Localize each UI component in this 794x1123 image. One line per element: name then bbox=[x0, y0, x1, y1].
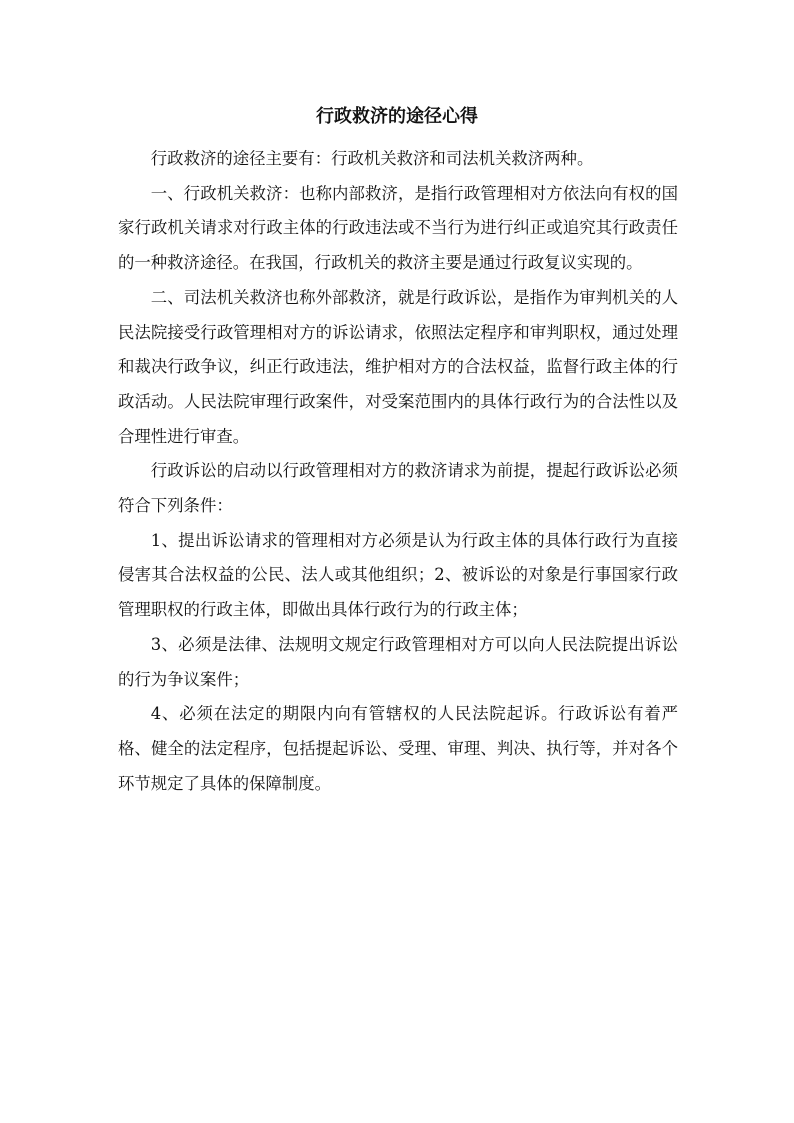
document-title: 行政救济的途径心得 bbox=[316, 106, 478, 127]
paragraph-administrative-remedy: 一、行政机关救济：也称内部救济，是指行政管理相对方依法向有权的国家行政机关请求对行政主体的行政违法或不当行为进行纠正或追究其行政责任的一种救济途径。在我国，行政机关的救济主要是通过行政复议实现的。 bbox=[118, 183, 678, 273]
paragraph-judicial-remedy: 二、司法机关救济也称外部救济，就是行政诉讼，是指作为审判机关的人民法院接受行政管理相对方的诉讼请求，依照法定程序和审判职权，通过处理和裁决行政争议，纠正行政违法，维护相对方的合法权益，监督行政主体的行政活动。人民法院审理行政案件，对受案范围内的具体行政行为的合法性以及合理性进行审查。 bbox=[118, 287, 678, 446]
paragraph-intro: 行政救济的途径主要有：行政机关救济和司法机关救济两种。 bbox=[150, 149, 594, 168]
paragraph-condition-4: 4、必须在法定的期限内向有管辖权的人民法院起诉。行政诉讼有着严格、健全的法定程序，包括提起诉讼、受理、审理、判决、执行等，并对各个环节规定了具体的保障制度。 bbox=[118, 704, 678, 793]
paragraph-condition-3: 3、必须是法律、法规明文规定行政管理相对方可以向人民法院提出诉讼的行为争议案件； bbox=[118, 634, 678, 689]
paragraph-litigation-conditions: 行政诉讼的启动以行政管理相对方的救济请求为前提，提起行政诉讼必须符合下列条件： bbox=[118, 461, 678, 516]
document-body bbox=[118, 142, 678, 801]
paragraph-condition-1-2: 1、提出诉讼请求的管理相对方必须是认为行政主体的具体行政行为直接侵害其合法权益的公民、法人或其他组织；2、被诉讼的对象是行事国家行政管理职权的行政主体，即做出具体行政行为的行政主体； bbox=[118, 530, 678, 620]
